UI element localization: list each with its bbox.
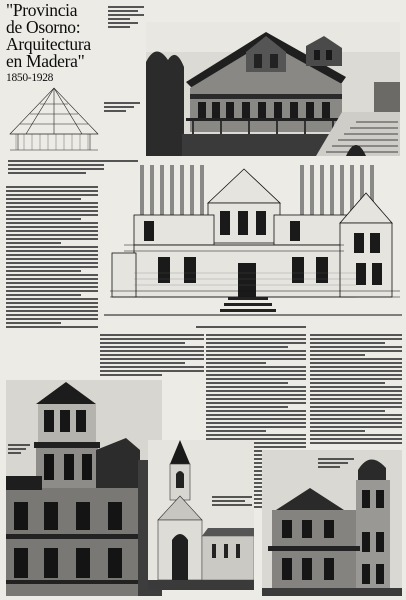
- headline-line-2: de Osorno:: [6, 17, 81, 37]
- house-photo-top: [146, 22, 400, 156]
- left-column-text: [6, 186, 98, 330]
- tower-house-photo: [6, 380, 162, 596]
- headline-line-3: Arquitectura: [6, 34, 91, 54]
- house-with-turret-photo: [262, 450, 402, 596]
- church-photo: [148, 440, 254, 590]
- elevation-caption: [196, 326, 306, 330]
- turret-house-caption: [318, 458, 354, 470]
- roof-drawing-caption: [104, 102, 140, 114]
- article-headline: [6, 2, 110, 85]
- right-column-text: [310, 334, 402, 446]
- headline-dates: 1850-1928: [6, 72, 54, 84]
- middle-left-column-text: [100, 334, 204, 378]
- tower-house-caption: [8, 444, 30, 456]
- headline-line-4: en Madera": [6, 51, 85, 71]
- headline-line-1: "Provincia: [6, 0, 78, 20]
- top-photo-caption: [108, 6, 144, 30]
- roof-structure-drawing: [6, 84, 102, 156]
- house-elevation-drawing: [104, 163, 402, 323]
- church-caption: [212, 496, 252, 508]
